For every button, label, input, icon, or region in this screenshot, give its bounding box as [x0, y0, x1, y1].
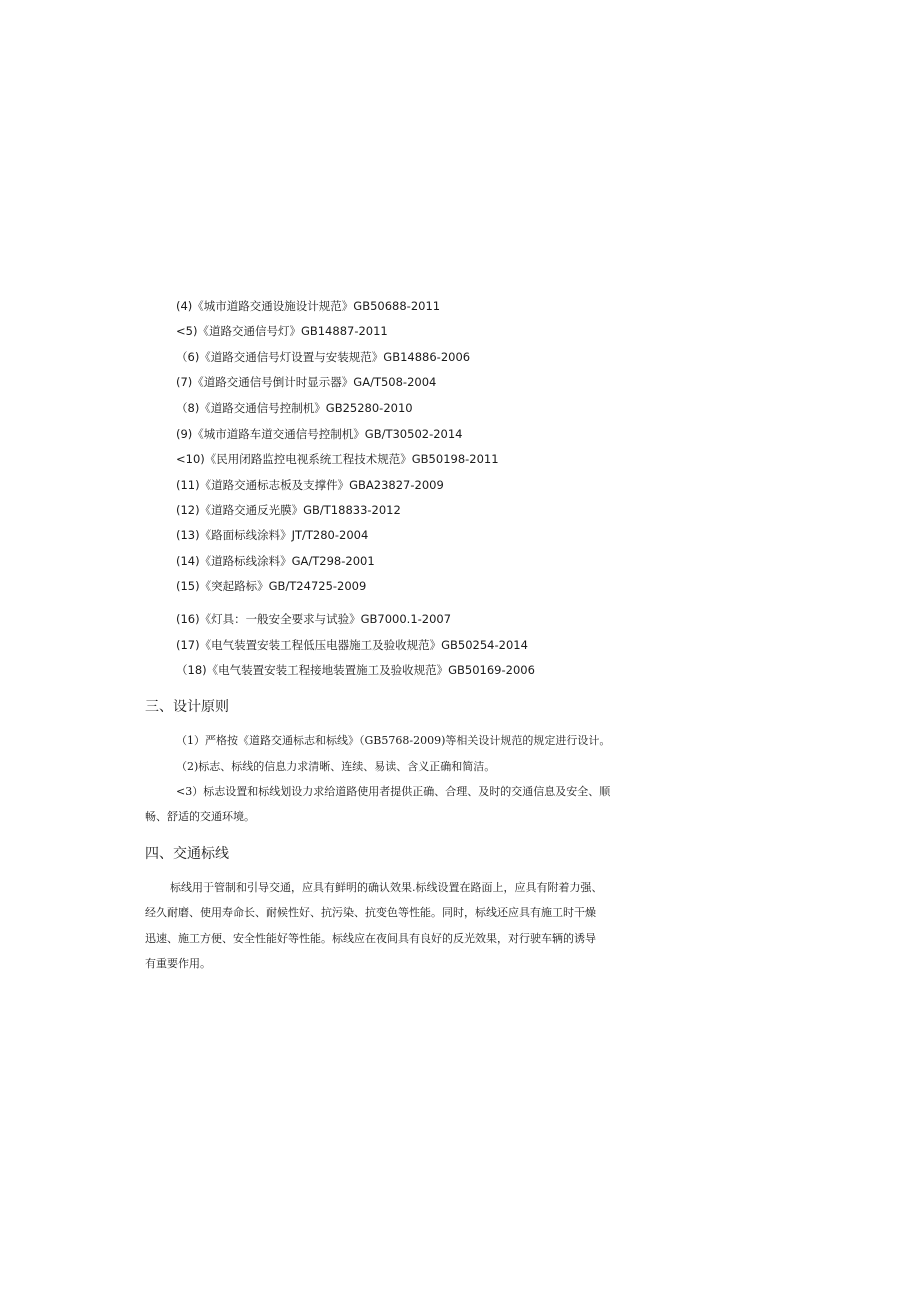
paragraph-line: 经久耐磨、使用寿命长、耐候性好、抗污染、抗变色等性能。同时，标线还应具有施工时干燥 [145, 906, 596, 919]
paragraph-line: （1）严格按《道路交通标志和标线》（GB5768-2009)等相关设计规范的规定进行设计。 [176, 734, 611, 747]
reference-item: <10)《民用闭路监控电视系统工程技术规范》GB50198-2011 [176, 452, 499, 466]
reference-item: (14)《道路标线涂料》GA/T298-2001 [176, 554, 375, 568]
reference-item: (7)《道路交通信号倒计时显示器》GA/T508-2004 [176, 375, 437, 389]
paragraph-line: 畅、舒适的交通环境。 [145, 810, 255, 823]
reference-item: (12)《道路交通反光膜》GB/T18833-2012 [176, 503, 401, 517]
section-heading-design-principles: 三、设计原则 [145, 699, 229, 715]
reference-item: <5)《道路交通信号灯》GB14887-2011 [176, 324, 388, 338]
reference-item: （8)《道路交通信号控制机》GB25280-2010 [176, 401, 413, 415]
paragraph-line: 有重要作用。 [145, 957, 211, 970]
paragraph-line: 迅速、施工方便、安全性能好等性能。标线应在夜间具有良好的反光效果，对行驶车辆的诱导 [145, 932, 596, 945]
reference-item: (4)《城市道路交通设施设计规范》GB50688-2011 [176, 299, 441, 313]
section-heading-traffic-markings: 四、交通标线 [145, 846, 229, 862]
paragraph-line: 标线用于管制和引导交通，应具有鲜明的确认效果.标线设置在路面上，应具有附着力强、 [170, 881, 603, 894]
paragraph-line: <3）标志设置和标线划设力求给道路使用者提供正确、合理、及时的交通信息及安全、顺 [176, 785, 611, 798]
reference-item: (9)《城市道路车道交通信号控制机》GB/T30502-2014 [176, 427, 463, 441]
reference-item: (15)《突起路标》GB/T24725-2009 [176, 579, 367, 593]
reference-item: (17)《电气装置安装工程低压电器施工及验收规范》GB50254-2014 [176, 638, 528, 652]
reference-item: （6)《道路交通信号灯设置与安装规范》GB14886-2006 [176, 350, 471, 364]
reference-item: (11)《道路交通标志板及支撑件》GBA23827-2009 [176, 478, 444, 492]
reference-item: (13)《路面标线涂料》JT/T280-2004 [176, 528, 369, 542]
paragraph-line: （2)标志、标线的信息力求清晰、连续、易读、含义正确和简洁。 [176, 760, 496, 773]
reference-item: （18)《电气装置安装工程接地装置施工及验收规范》GB50169-2006 [176, 663, 535, 677]
reference-item: (16)《灯具：一般安全要求与试验》GB7000.1-2007 [176, 612, 452, 626]
